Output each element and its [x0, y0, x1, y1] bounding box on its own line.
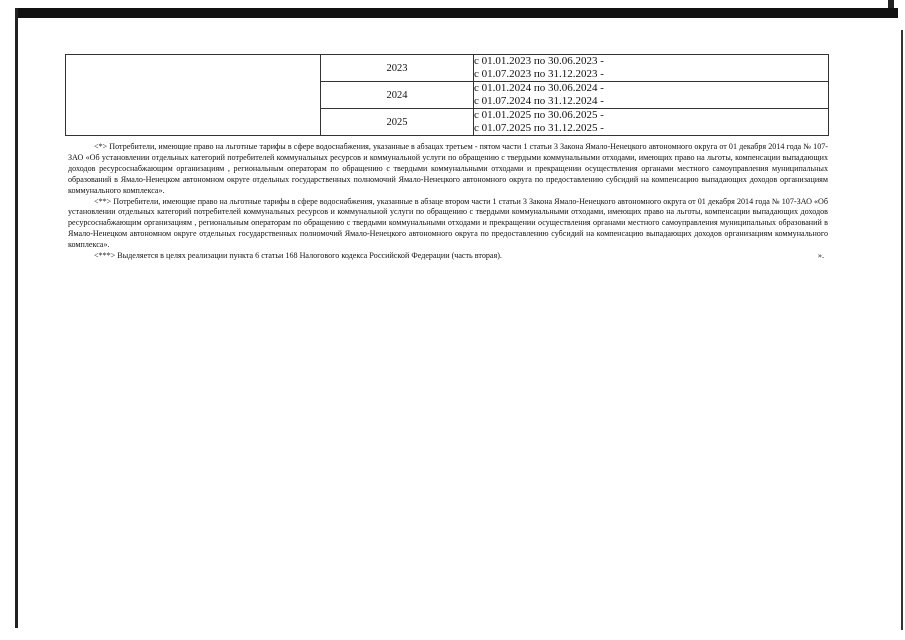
footnote-3-row [68, 251, 828, 262]
period-line: с 01.07.2023 по 31.12.2023 - [474, 68, 604, 80]
footnote-3: <***> Выделяется в целях реализации пункта 6 статьи 168 Налогового кодекса Российской Федерации (часть вторая). [94, 251, 502, 261]
tariff-table [65, 54, 829, 136]
scan-top-border [18, 8, 898, 18]
empty-category-cell [66, 55, 321, 136]
scan-left-border [15, 8, 18, 628]
period-line: с 01.01.2024 по 30.06.2024 - [474, 82, 604, 94]
year-cell: 2024 [321, 82, 474, 109]
footnotes [68, 142, 828, 262]
year-cell: 2025 [321, 109, 474, 136]
period-line: с 01.07.2025 по 31.12.2025 - [474, 122, 604, 134]
table-row [66, 55, 829, 82]
period-line: с 01.01.2025 по 30.06.2025 - [474, 109, 604, 121]
period-line: с 01.01.2023 по 30.06.2023 - [474, 55, 604, 67]
closing-quote-mark: ». [817, 251, 824, 261]
footnote-2: <**> Потребители, имеющие право на льготные тарифы в сфере водоснабжения, указанные в абзаце втором части 1 статьи 3 Закона Ямало-Ненецкого автономного округа от 01 декабря 2014 года № 107-ЗАО «Об установлении отдельных категорий потребителей коммунальных ресурсов и коммунальной услуги по обращению с твердыми коммунальными отходами, имеющих право на льготы, компенсации выпадающих доходов ресурсоснабжающим организациям , региональным операторам по обращению с твердыми коммунальными отходами и прекращении осуществления органами местного самоуправления муниципальных образований в Ямало-Ненецком автономном округе отдельных государственных полномочий Ямало-Ненецкого автономного округа по предоставлению субсидий на компенсацию выпадающих доходов организациям коммунального комплекса». [68, 196, 828, 250]
scan-corner-mark [888, 0, 894, 8]
year-cell: 2023 [321, 55, 474, 82]
scan-right-border [901, 30, 903, 630]
period-cell [474, 82, 829, 109]
footnote-1: <*> Потребители, имеющие право на льготные тарифы в сфере водоснабжения, указанные в абзацах третьем - пятом части 1 статьи 3 Закона Ямало-Ненецкого автономного округа от 01 декабря 2014 года № 107-ЗАО «Об установлении отдельных категорий потребителей коммунальных ресурсов и коммунальной услуги по обращению с твердыми коммунальными отходами, имеющих право на льготы, компенсации выпадающих доходов ресурсоснабжающим организациям , региональным операторам по обращению с твердыми коммунальными отходами и прекращении осуществления органами местного самоуправления муниципальных образований в Ямало-Ненецком автономном округе отдельных государственных полномочий Ямало-Ненецкого автономного округа по предоставлению субсидий на компенсацию выпадающих доходов организациям коммунального комплекса». [68, 142, 828, 195]
period-cell [474, 55, 829, 82]
period-line: с 01.07.2024 по 31.12.2024 - [474, 95, 604, 107]
period-cell [474, 109, 829, 136]
